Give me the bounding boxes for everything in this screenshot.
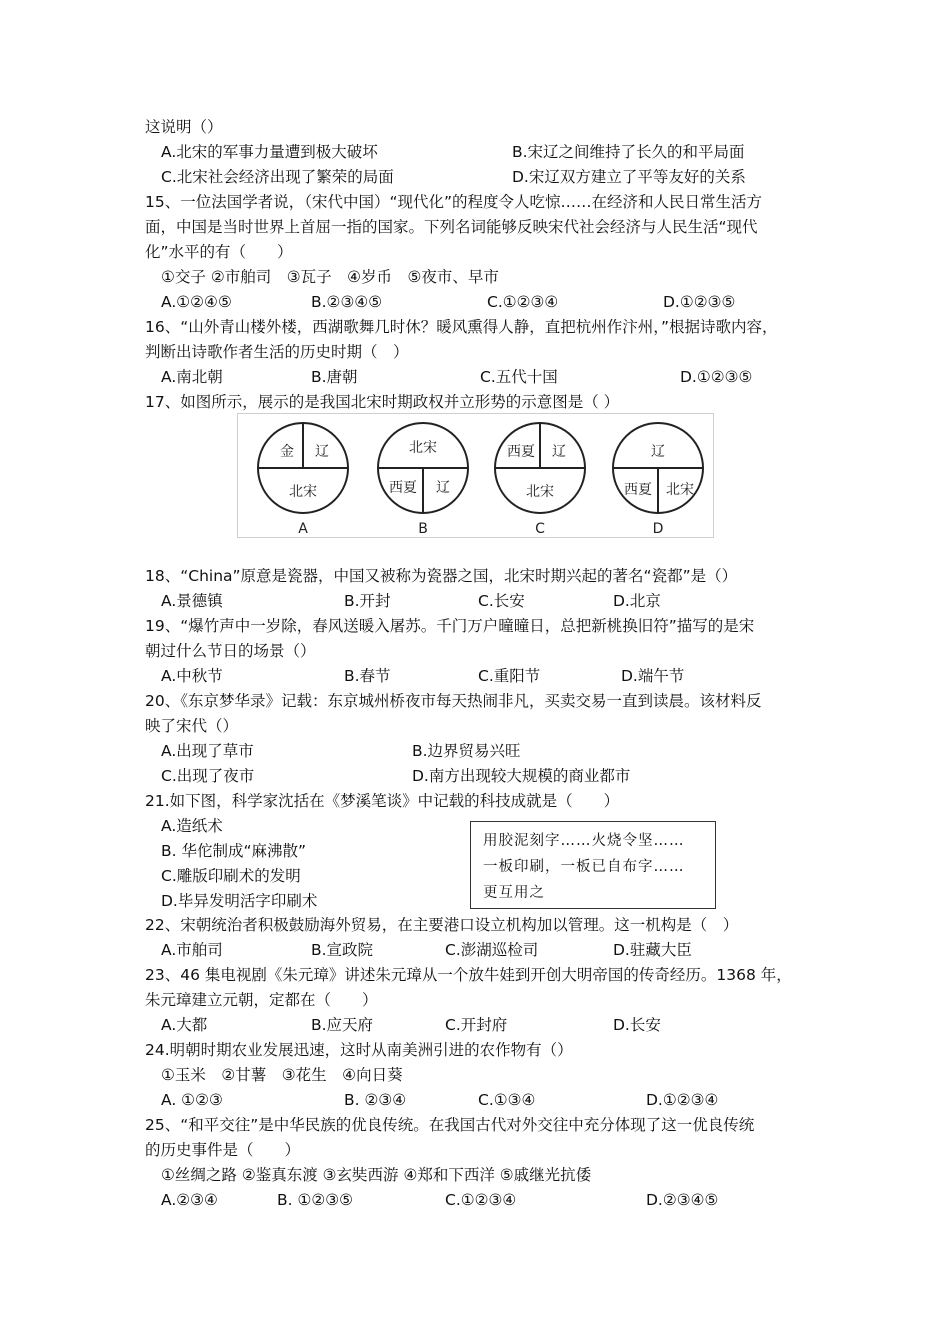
q22-stem: 22、宋朝统治者积极鼓励海外贸易，在主要港口设立机构加以管理。这一机构是（ ） [145, 916, 739, 934]
q15-stem-line1: 15、一位法国学者说，（宋代中国）“现代化”的程度令人吃惊……在经济和人民日常生活方 [145, 193, 763, 211]
circle-b [378, 423, 468, 537]
circle-c-top-right: 辽 [552, 444, 566, 460]
circle-a-bottom: 北宋 [289, 484, 317, 500]
q16-option-a: A.南北朝 [161, 368, 223, 386]
q21-stem: 21.如下图，科学家沈括在《梦溪笔谈》中记载的科技成就是（ ） [145, 792, 620, 810]
q21-quote-line2: 一板印刷，一板已自布字…… [483, 859, 685, 875]
q16-option-b: B.唐朝 [311, 368, 358, 386]
circle-d-bottom-right: 北宋 [666, 482, 694, 498]
q19-option-a: A.中秋节 [161, 667, 223, 685]
q15-option-c: C.①②③④ [487, 293, 559, 311]
q20-option-c: C.出现了夜市 [161, 767, 255, 785]
q21-option-a: A.造纸术 [161, 817, 223, 835]
q19-option-b: B.春节 [344, 667, 391, 685]
q20-option-b: B.边界贸易兴旺 [412, 742, 521, 760]
q17-diagram-svg [238, 414, 713, 537]
q25-option-b: B. ①②③⑤ [277, 1191, 354, 1209]
q23-option-d: D.长安 [613, 1016, 661, 1034]
q15-stem-line2: 面，中国是当时世界上首屈一指的国家。下列名词能够反映宋代社会经济与人民生活“现代 [145, 218, 758, 236]
q21-quote-box [470, 821, 716, 909]
q17-regime-diagram [237, 413, 714, 538]
q24-items: ①玉米 ②甘薯 ③花生 ④向日葵 [161, 1066, 403, 1084]
q20-option-d: D.南方出现较大规模的商业都市 [412, 767, 631, 785]
circle-d-label: D [652, 521, 664, 537]
q19-option-c: C.重阳节 [478, 667, 541, 685]
q22-option-c: C.澎湖巡检司 [445, 941, 539, 959]
q22-option-d: D.驻藏大臣 [613, 941, 692, 959]
circle-c [495, 423, 585, 537]
q21-quote-line3: 更互用之 [483, 885, 545, 901]
circle-a-top-right: 辽 [315, 444, 329, 460]
q21-option-d: D.毕异发明活字印刷术 [161, 892, 318, 910]
q16-option-d: D.①②③⑤ [680, 368, 753, 386]
q16-option-c: C.五代十国 [480, 368, 558, 386]
q25-option-a: A.②③④ [161, 1191, 218, 1209]
q14-option-c: C.北宋社会经济出现了繁荣的局面 [161, 168, 394, 186]
q14-option-a: A.北宋的军事力量遭到极大破坏 [161, 143, 378, 161]
q21-option-b: B. 华佗制成“麻沸散” [161, 842, 307, 860]
q19-stem-line1: 19、“爆竹声中一岁除，春风送暖入屠苏。千门万户曈曈日，总把新桃换旧符”描写的是宋 [145, 617, 755, 635]
circle-a-top-left: 金 [280, 444, 294, 460]
q20-stem-line1: 20、《东京梦华录》记载：东京城州桥夜市每天热闹非凡，买卖交易一直到读晨。该材料反 [145, 692, 762, 710]
q15-option-a: A.①②④⑤ [161, 293, 232, 311]
circle-b-label: B [418, 521, 428, 537]
q20-stem-line2: 映了宋代（） [145, 717, 239, 735]
q18-option-a: A.景德镇 [161, 592, 223, 610]
q15-stem-line3: 化”水平的有（ ） [145, 243, 293, 261]
q18-option-d: D.北京 [613, 592, 661, 610]
q15-option-b: B.②③④⑤ [311, 293, 383, 311]
q21-quote-line1: 用胶泥刻字……火烧令坚…… [483, 833, 685, 849]
circle-d-top: 辽 [651, 444, 665, 460]
q18-stem: 18、“China”原意是瓷器，中国又被称为瓷器之国，北宋时期兴起的著名“瓷都”是（） [145, 567, 738, 585]
q14-stem: 这说明（） [145, 118, 223, 136]
q19-option-d: D.端午节 [621, 667, 685, 685]
q24-option-c: C.①③④ [478, 1091, 536, 1109]
q18-option-b: B.开封 [344, 592, 391, 610]
q16-stem-line1: 16、“山外青山楼外楼，西湖歌舞几时休？暖风熏得人静，直把杭州作汴州，”根据诗歌内容， [145, 318, 778, 336]
q21-option-c: C.雕版印刷术的发明 [161, 867, 301, 885]
circle-d [613, 423, 703, 537]
circle-b-bottom-left: 西夏 [389, 480, 417, 496]
q25-stem-line2: 的历史事件是（ ） [145, 1141, 301, 1159]
q25-option-c: C.①②③④ [445, 1191, 517, 1209]
q25-items: ①丝绸之路 ②鉴真东渡 ③玄奘西游 ④郑和下西洋 ⑤戚继光抗倭 [161, 1166, 592, 1184]
q17-stem: 17、如图所示，展示的是我国北宋时期政权并立形势的示意图是（ ） [145, 393, 620, 411]
q14-option-b: B.宋辽之间维持了长久的和平局面 [512, 143, 745, 161]
q23-option-a: A.大都 [161, 1016, 208, 1034]
q15-items: ①交子 ②市舶司 ③瓦子 ④岁币 ⑤夜市、早市 [161, 268, 499, 286]
q22-option-b: B.宣政院 [311, 941, 374, 959]
circle-b-top: 北宋 [409, 440, 437, 456]
circle-c-bottom: 北宋 [526, 484, 554, 500]
circle-c-top-left: 西夏 [507, 444, 535, 460]
q20-option-a: A.出现了草市 [161, 742, 254, 760]
q22-option-a: A.市舶司 [161, 941, 223, 959]
q23-option-b: B.应天府 [311, 1016, 374, 1034]
q24-option-a: A. ①②③ [161, 1091, 223, 1109]
q18-option-c: C.长安 [478, 592, 525, 610]
circle-a-label: A [298, 521, 308, 537]
q23-stem-line2: 朱元璋建立元朝，定都在（ ） [145, 991, 378, 1009]
q14-option-d: D.宋辽双方建立了平等友好的关系 [512, 168, 746, 186]
q19-stem-line2: 朝过什么节日的场景（） [145, 642, 316, 660]
q25-option-d: D.②③④⑤ [646, 1191, 719, 1209]
circle-d-bottom-left: 西夏 [624, 482, 652, 498]
q23-option-c: C.开封府 [445, 1016, 508, 1034]
circle-b-bottom-right: 辽 [436, 480, 450, 496]
q16-stem-line2: 判断出诗歌作者生活的历史时期（ ） [145, 343, 409, 361]
q24-stem: 24.明朝时期农业发展迅速，这时从南美洲引进的农作物有（） [145, 1041, 573, 1059]
circle-c-label: C [535, 521, 545, 537]
q23-stem-line1: 23、46 集电视剧《朱元璋》讲述朱元璋从一个放牛娃到开创大明帝国的传奇经历。1368 年， [145, 966, 792, 984]
circle-a [258, 423, 348, 537]
q25-stem-line1: 25、“和平交往”是中华民族的优良传统。在我国古代对外交往中充分体现了这一优良传统 [145, 1116, 755, 1134]
q15-option-d: D.①②③⑤ [663, 293, 736, 311]
q24-option-b: B. ②③④ [344, 1091, 407, 1109]
q24-option-d: D.①②③④ [646, 1091, 719, 1109]
